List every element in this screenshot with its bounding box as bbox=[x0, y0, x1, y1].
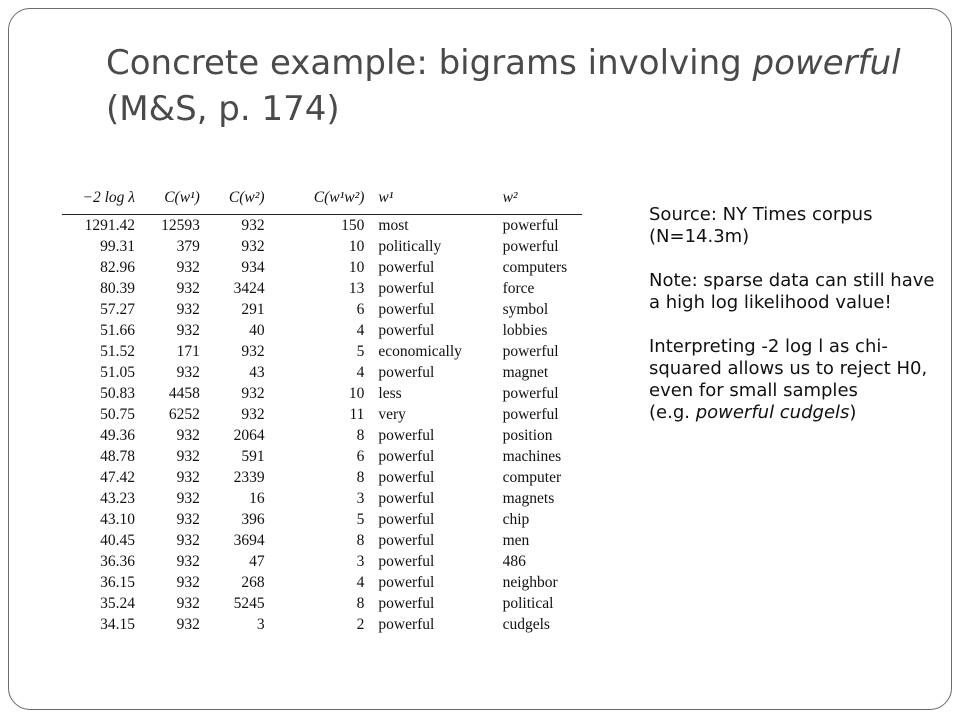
cell-log-likelihood: 50.83 bbox=[100, 385, 135, 402]
cell-log-likelihood: 34.15 bbox=[100, 616, 135, 633]
cell-count-w1: 932 bbox=[176, 259, 200, 276]
cell-w2: cudgels bbox=[502, 616, 550, 633]
cell-count-w2: 291 bbox=[241, 301, 265, 318]
table-row bbox=[62, 299, 582, 320]
cell-w2: computers bbox=[502, 259, 568, 276]
header-w1: w¹ bbox=[378, 189, 394, 206]
cell-w1: powerful bbox=[378, 364, 435, 381]
table-row bbox=[62, 320, 582, 341]
cell-log-likelihood: 51.05 bbox=[100, 364, 135, 381]
bigram-table bbox=[62, 186, 582, 635]
header-count-w2: C(w²) bbox=[228, 189, 265, 206]
cell-log-likelihood: 1291.42 bbox=[84, 217, 135, 234]
cell-count-bigram: 4 bbox=[356, 574, 365, 591]
cell-count-w1: 932 bbox=[176, 553, 200, 570]
cell-count-w2: 43 bbox=[249, 364, 265, 381]
cell-w2: chip bbox=[502, 511, 530, 528]
cell-count-bigram: 4 bbox=[356, 322, 365, 339]
cell-count-w2: 932 bbox=[241, 238, 265, 255]
table-row bbox=[62, 530, 582, 551]
cell-count-w1: 171 bbox=[176, 343, 200, 360]
cell-count-bigram: 11 bbox=[349, 406, 365, 423]
cell-w2: powerful bbox=[502, 406, 559, 423]
table-body bbox=[62, 215, 582, 636]
cell-count-w2: 396 bbox=[241, 511, 265, 528]
cell-count-bigram: 5 bbox=[356, 511, 365, 528]
notes-panel bbox=[649, 204, 939, 446]
cell-count-bigram: 10 bbox=[348, 238, 365, 255]
cell-count-w1: 12593 bbox=[161, 217, 200, 234]
table-row bbox=[62, 257, 582, 278]
cell-w1: powerful bbox=[378, 301, 435, 318]
cell-count-bigram: 5 bbox=[356, 343, 365, 360]
table-row bbox=[62, 446, 582, 467]
table-row bbox=[62, 509, 582, 530]
header-count-bigram: C(w¹w²) bbox=[313, 189, 365, 206]
cell-w1: powerful bbox=[378, 616, 435, 633]
slide-title bbox=[106, 40, 926, 132]
cell-count-w1: 932 bbox=[176, 301, 200, 318]
table-row bbox=[62, 425, 582, 446]
cell-count-w2: 932 bbox=[241, 343, 265, 360]
table-row bbox=[62, 383, 582, 404]
table-row bbox=[62, 467, 582, 488]
cell-w1: politically bbox=[378, 238, 442, 255]
cell-w1: powerful bbox=[378, 427, 435, 444]
table-row bbox=[62, 341, 582, 362]
table-row bbox=[62, 572, 582, 593]
cell-count-w2: 16 bbox=[249, 490, 265, 507]
cell-count-bigram: 13 bbox=[348, 280, 365, 297]
cell-log-likelihood: 43.10 bbox=[100, 511, 135, 528]
cell-count-bigram: 8 bbox=[356, 469, 365, 486]
cell-log-likelihood: 40.45 bbox=[100, 532, 135, 549]
cell-count-bigram: 3 bbox=[356, 553, 365, 570]
cell-count-w1: 932 bbox=[176, 280, 200, 297]
cell-w1: most bbox=[378, 217, 409, 234]
cell-log-likelihood: 57.27 bbox=[100, 301, 135, 318]
cell-count-w1: 379 bbox=[176, 238, 200, 255]
cell-w2: lobbies bbox=[502, 322, 548, 339]
cell-count-w1: 932 bbox=[176, 532, 200, 549]
cell-w1: powerful bbox=[378, 511, 435, 528]
cell-count-w2: 934 bbox=[241, 259, 265, 276]
cell-w2: powerful bbox=[502, 385, 559, 402]
cell-count-w2: 932 bbox=[241, 385, 265, 402]
cell-count-w2: 932 bbox=[241, 406, 265, 423]
cell-w1: powerful bbox=[378, 595, 435, 612]
table-row bbox=[62, 278, 582, 299]
cell-count-w2: 268 bbox=[241, 574, 265, 591]
cell-count-bigram: 8 bbox=[356, 427, 365, 444]
cell-log-likelihood: 36.15 bbox=[100, 574, 135, 591]
table-row bbox=[62, 404, 582, 425]
cell-w2: powerful bbox=[502, 238, 559, 255]
cell-count-w1: 6252 bbox=[168, 406, 200, 423]
cell-count-w2: 47 bbox=[249, 553, 265, 570]
cell-log-likelihood: 35.24 bbox=[100, 595, 135, 612]
cell-log-likelihood: 80.39 bbox=[100, 280, 135, 297]
cell-w1: very bbox=[378, 406, 406, 423]
cell-w1: powerful bbox=[378, 532, 435, 549]
interpretation-note bbox=[649, 336, 939, 424]
cell-w2: magnets bbox=[502, 490, 555, 507]
cell-count-w1: 4458 bbox=[168, 385, 200, 402]
cell-w2: machines bbox=[502, 448, 562, 465]
title-suffix: (M&S, p. 174) bbox=[106, 89, 340, 129]
cell-count-bigram: 4 bbox=[356, 364, 365, 381]
cell-count-w1: 932 bbox=[176, 322, 200, 339]
table-row bbox=[62, 236, 582, 257]
title-prefix: Concrete example: bigrams involving bbox=[106, 43, 753, 83]
cell-count-w2: 2064 bbox=[233, 427, 265, 444]
cell-count-w2: 591 bbox=[241, 448, 265, 465]
header-log-likelihood: −2 log λ bbox=[82, 189, 135, 206]
cell-log-likelihood: 43.23 bbox=[100, 490, 135, 507]
cell-w1: powerful bbox=[378, 280, 435, 297]
cell-w2: force bbox=[502, 280, 535, 297]
header-count-w1: C(w¹) bbox=[164, 189, 200, 206]
cell-count-w1: 932 bbox=[176, 427, 200, 444]
cell-log-likelihood: 36.36 bbox=[100, 553, 135, 570]
cell-w1: powerful bbox=[378, 448, 435, 465]
cell-count-w2: 5245 bbox=[233, 595, 265, 612]
cell-count-w1: 932 bbox=[176, 616, 200, 633]
cell-w2: 486 bbox=[502, 553, 526, 570]
sparse-data-note: Note: sparse data can still have a high log likelihood value! bbox=[649, 270, 935, 313]
cell-w2: powerful bbox=[502, 217, 559, 234]
cell-count-bigram: 8 bbox=[356, 532, 365, 549]
table-row bbox=[62, 362, 582, 383]
example-suffix: ) bbox=[849, 402, 857, 423]
cell-count-w2: 40 bbox=[249, 322, 265, 339]
cell-count-w2: 3694 bbox=[233, 532, 265, 549]
cell-count-w1: 932 bbox=[176, 574, 200, 591]
cell-log-likelihood: 50.75 bbox=[100, 406, 135, 423]
cell-w1: powerful bbox=[378, 574, 435, 591]
cell-count-w1: 932 bbox=[176, 469, 200, 486]
cell-log-likelihood: 82.96 bbox=[100, 259, 135, 276]
cell-count-bigram: 3 bbox=[356, 490, 365, 507]
example-prefix: (e.g. bbox=[649, 402, 696, 423]
bigram-table-container bbox=[62, 186, 582, 636]
table-row bbox=[62, 551, 582, 572]
cell-w1: powerful bbox=[378, 490, 435, 507]
cell-w2: computer bbox=[502, 469, 562, 486]
cell-w2: political bbox=[502, 595, 554, 612]
cell-w1: less bbox=[378, 385, 402, 402]
cell-w1: powerful bbox=[378, 259, 435, 276]
cell-count-bigram: 2 bbox=[356, 616, 365, 633]
title-emphasis: powerful bbox=[752, 43, 901, 83]
cell-w2: symbol bbox=[502, 301, 549, 318]
cell-w1: powerful bbox=[378, 322, 435, 339]
cell-count-bigram: 10 bbox=[348, 385, 365, 402]
cell-count-w1: 932 bbox=[176, 595, 200, 612]
cell-w2: magnet bbox=[502, 364, 549, 381]
cell-count-w2: 2339 bbox=[233, 469, 265, 486]
table-row bbox=[62, 593, 582, 614]
cell-count-w1: 932 bbox=[176, 448, 200, 465]
cell-count-bigram: 10 bbox=[348, 259, 365, 276]
cell-w2: powerful bbox=[502, 343, 559, 360]
cell-count-bigram: 150 bbox=[341, 217, 365, 234]
cell-count-w2: 3 bbox=[256, 616, 265, 633]
cell-w2: men bbox=[502, 532, 530, 549]
cell-log-likelihood: 99.31 bbox=[100, 238, 135, 255]
example-emphasis: powerful cudgels bbox=[695, 402, 850, 423]
source-note: Source: NY Times corpus (N=14.3m) bbox=[649, 204, 873, 247]
cell-log-likelihood: 51.52 bbox=[100, 343, 135, 360]
cell-count-w1: 932 bbox=[176, 490, 200, 507]
cell-log-likelihood: 47.42 bbox=[100, 469, 135, 486]
cell-count-bigram: 8 bbox=[356, 595, 365, 612]
interpretation-main: Interpreting -2 log l as chi-squared allows us to reject H0, even for small samples bbox=[649, 336, 928, 401]
header-w2: w² bbox=[502, 189, 518, 206]
cell-count-w1: 932 bbox=[176, 364, 200, 381]
table-row bbox=[62, 488, 582, 509]
cell-count-bigram: 6 bbox=[356, 301, 365, 318]
cell-w2: neighbor bbox=[502, 574, 558, 591]
cell-w2: position bbox=[502, 427, 553, 444]
cell-count-bigram: 6 bbox=[356, 448, 365, 465]
cell-count-w2: 3424 bbox=[233, 280, 265, 297]
table-header-row bbox=[62, 186, 582, 215]
cell-log-likelihood: 49.36 bbox=[100, 427, 135, 444]
cell-count-w1: 932 bbox=[176, 511, 200, 528]
cell-log-likelihood: 48.78 bbox=[100, 448, 135, 465]
cell-count-w2: 932 bbox=[241, 217, 265, 234]
cell-w1: powerful bbox=[378, 469, 435, 486]
cell-log-likelihood: 51.66 bbox=[100, 322, 135, 339]
table-row bbox=[62, 215, 582, 237]
cell-w1: powerful bbox=[378, 553, 435, 570]
cell-w1: economically bbox=[378, 343, 462, 360]
table-row bbox=[62, 614, 582, 635]
